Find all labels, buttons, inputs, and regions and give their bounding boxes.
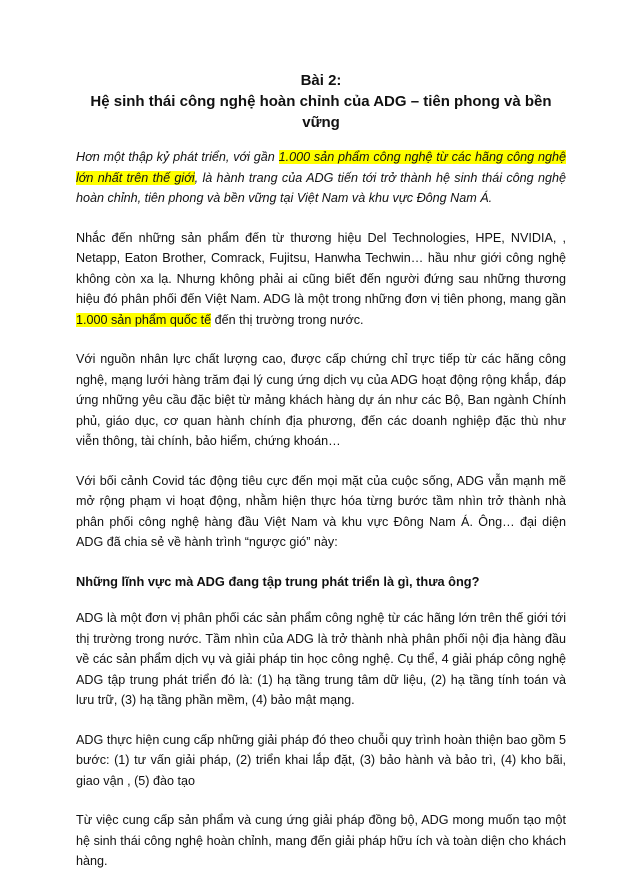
intro-highlight: 1.000 sản phẩm công nghệ từ các hãng công nghệ lớn nhất trên thế giới <box>76 150 566 185</box>
intro-text-post: , là hành trang của ADG tiến tới trở thành hệ sinh thái công nghệ hoàn chỉnh, tiên phong và bền vững tại Việt Nam và khu vực Đông Nam Á. <box>76 170 566 205</box>
intro-text-pre: Hơn một thập kỷ phát triển, với gần <box>76 150 279 164</box>
document-title <box>76 70 566 133</box>
interview-question: Những lĩnh vực mà ADG đang tập trung phát triển là gì, thưa ông? <box>76 573 480 589</box>
workforce-paragraph: Với nguồn nhân lực chất lượng cao, được cấp chứng chỉ trực tiếp từ các hãng công nghệ, mạng lưới hàng trăm đại lý cung ứng dịch vụ của ADG hoạt động rộng khắp, đáp ứng những yêu cầu đặc biệt từ mảng khách hàng dự án như các Bộ, Ban ngành Chính phủ, giáo dục, cơ quan hành chính địa phương, đến các doanh nghiệp đặc thù như viễn thông, tài chính, bảo hiểm, chứng khoán… <box>76 352 566 448</box>
document-page <box>76 70 566 891</box>
covid-paragraph: Với bối cảnh Covid tác động tiêu cực đến mọi mặt của cuộc sống, ADG vẫn mạnh mẽ mở rộng phạm vi hoạt động, nhằm hiện thực hóa từng bước tầm nhìn trở thành nhà phân phối công nghệ hàng đầu Việt Nam và khu vực Đông Nam Á. Ông… đại diện ADG đã chia sẻ về hành trình “ngược gió” này: <box>76 473 566 549</box>
brands-text-post: đến thị trường trong nước. <box>211 312 364 327</box>
title-line-2: Hệ sinh thái công nghệ hoàn chỉnh của ADG – tiên phong và bền vững <box>90 93 552 131</box>
brands-paragraph <box>76 228 566 331</box>
intro-paragraph <box>76 147 566 209</box>
process-paragraph: ADG thực hiện cung cấp những giải pháp đó theo chuỗi quy trình hoàn thiện bao gồm 5 bước: (1) tư vấn giải pháp, (2) triển khai lắp đặt, (3) bảo hành và bảo trì, (4) kho bãi, giao vận , (5) đào tạo <box>76 732 566 788</box>
brands-text-pre: Nhắc đến những sản phẩm đến từ thương hiệu Del Technologies, HPE, NVIDIA, , Netapp, Eaton Brother, Comrack, Fujitsu, Hanwha Techwin… hầu như giới công nghệ không còn xa lạ. Nhưng không phải ai cũng biết đến người đứng sau những thương hiệu đó phân phối đến Việt Nam. ADG là một trong những đơn vị tiên phong, mang gần <box>76 230 566 306</box>
vision-paragraph: ADG là một đơn vị phân phối các sản phẩm công nghệ từ các hãng lớn trên thế giới tới thị trường trong nước. Tầm nhìn của ADG là trở thành nhà phân phối nội địa hàng đầu về các sản phẩm dịch vụ và giải pháp tin học công nghệ. Cụ thể, 4 giải pháp công nghệ ADG tập trung phát triển đó là: (1) hạ tầng trung tâm dữ liệu, (2) hạ tầng tính toán và lưu trữ, (3) hạ tầng phần mềm, (4) bảo mật mạng. <box>76 611 566 707</box>
closing-paragraph: Từ việc cung cấp sản phẩm và cung ứng giải pháp đồng bộ, ADG mong muốn tạo một hệ sinh thái công nghệ hoàn chỉnh, mang đến giải pháp hữu ích và toàn diện cho khách hàng. <box>76 813 566 868</box>
brands-highlight: 1.000 sản phẩm quốc tế <box>76 312 212 327</box>
title-line-1: Bài 2: <box>300 72 342 89</box>
